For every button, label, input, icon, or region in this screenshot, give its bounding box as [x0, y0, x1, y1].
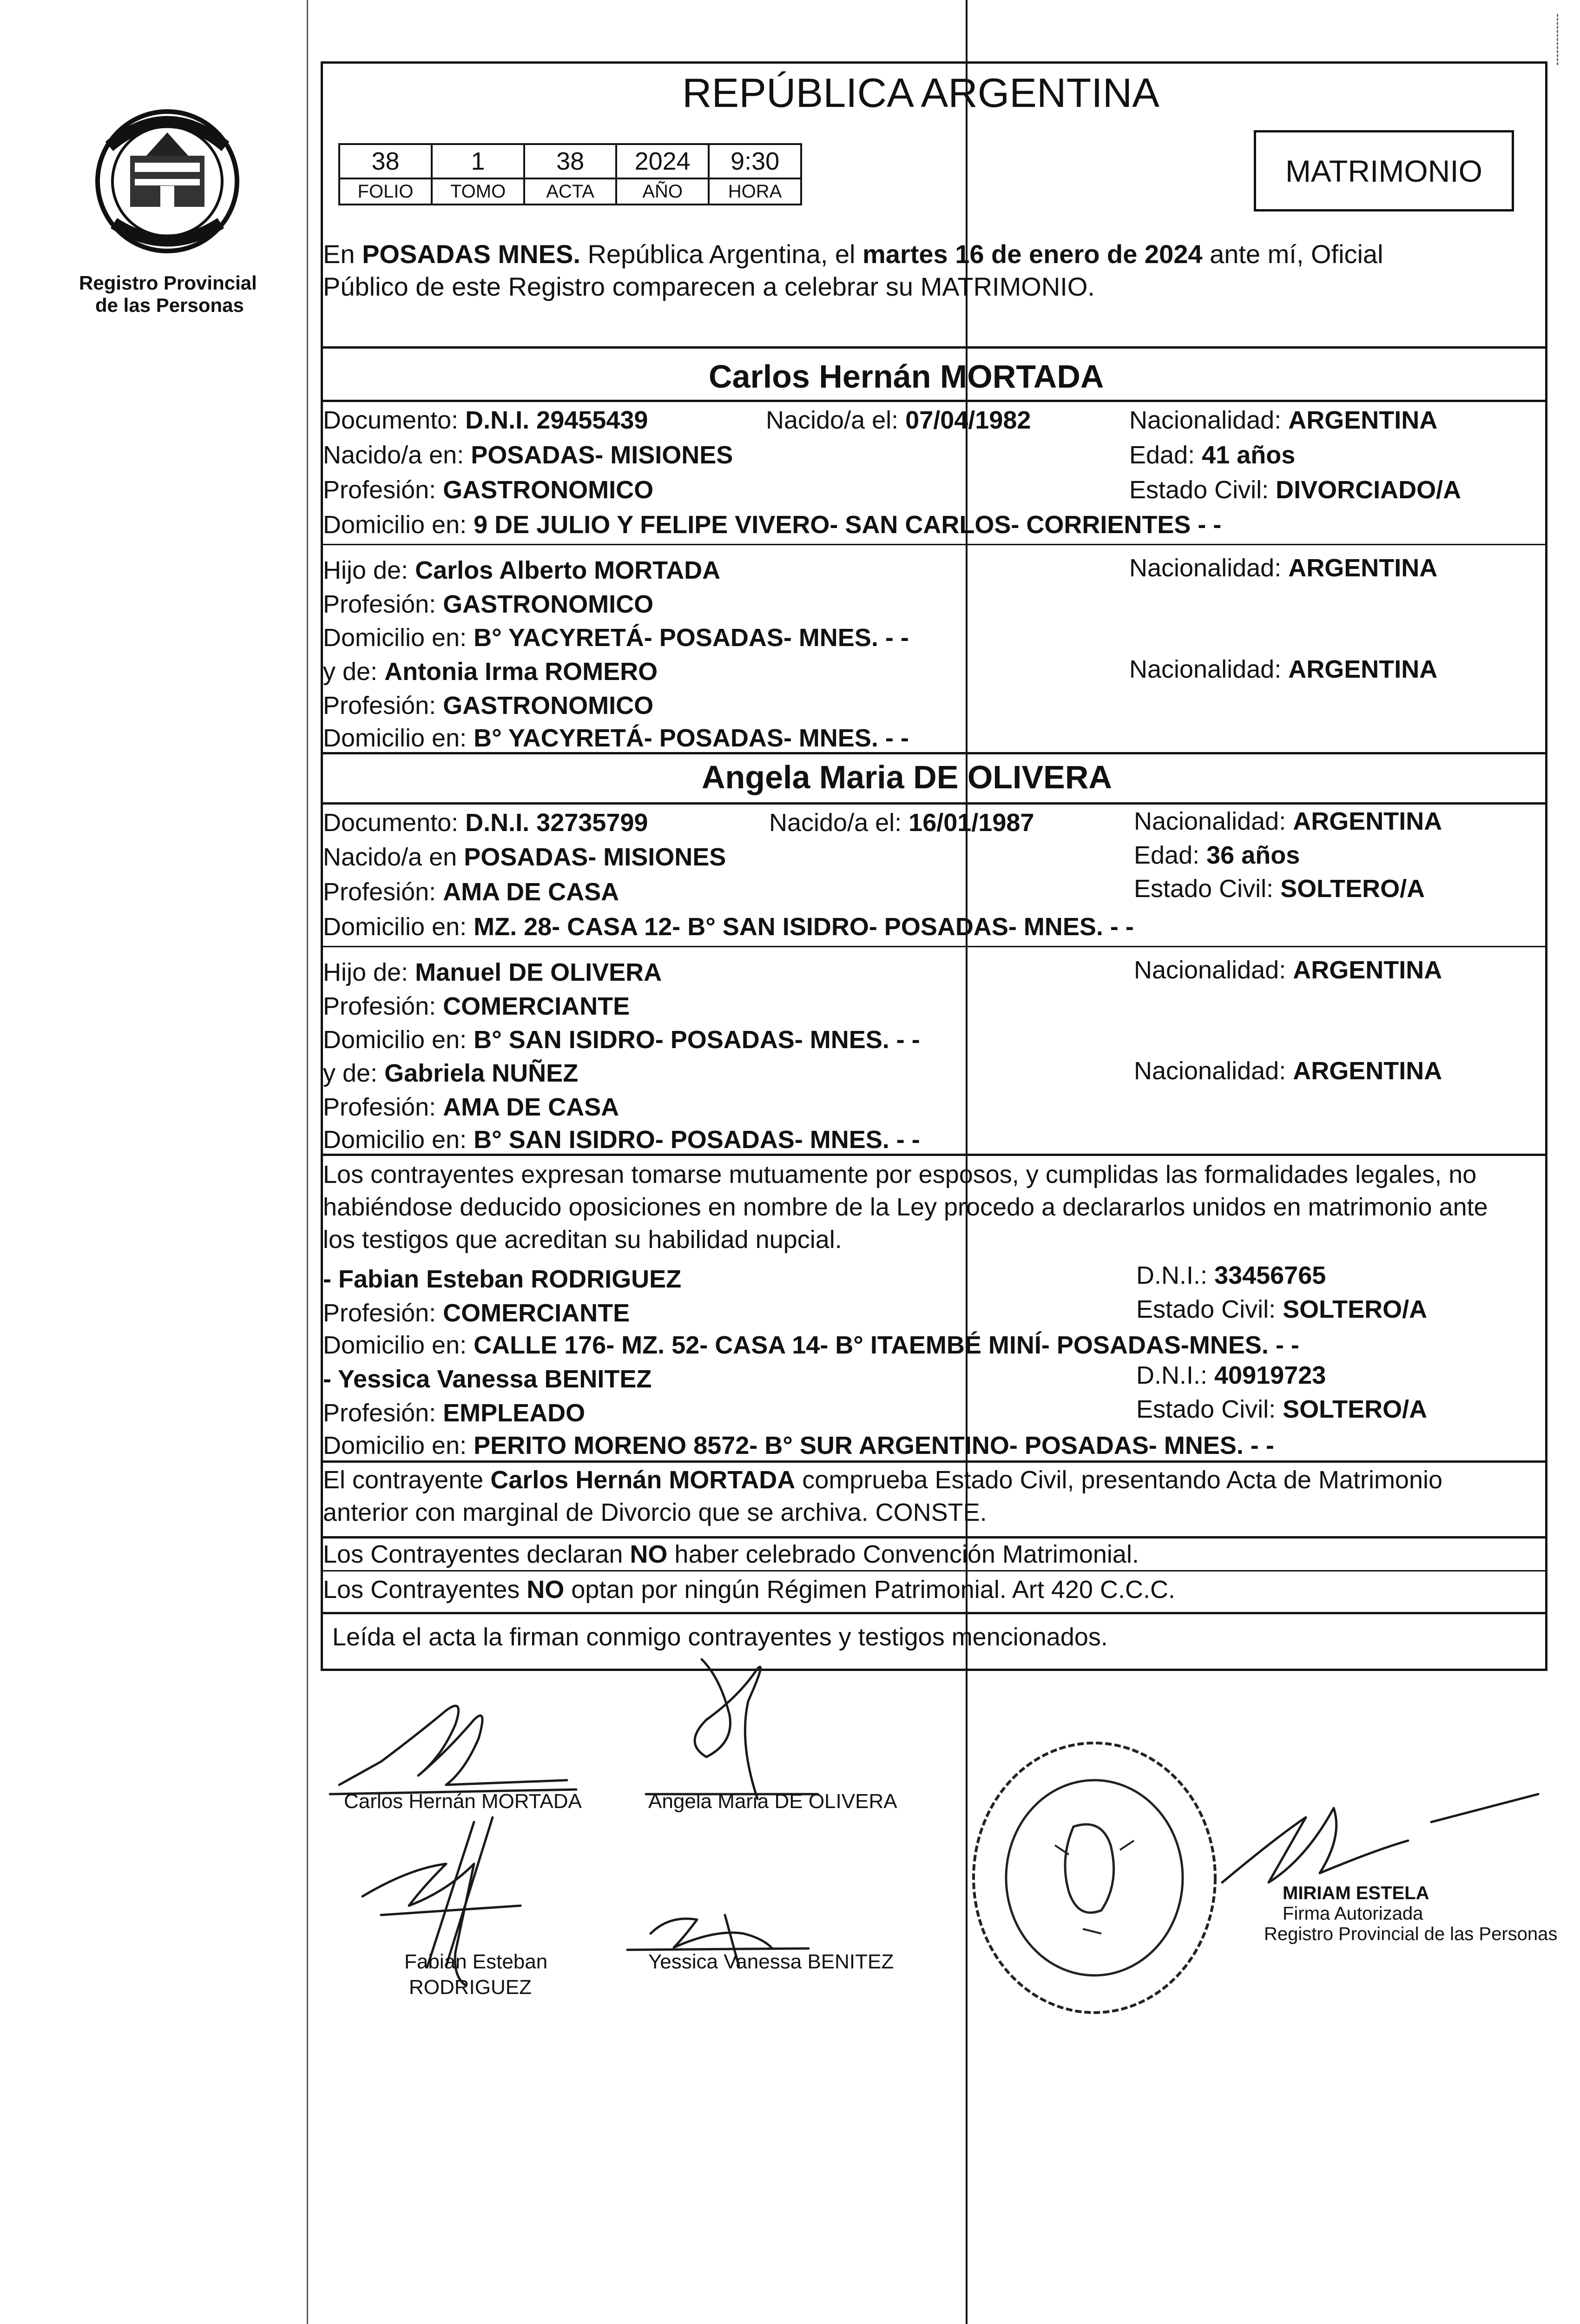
witness2-addr-label: Domicilio en: [323, 1432, 474, 1459]
witness2-dni-label: D.N.I.: [1136, 1361, 1215, 1389]
witness1-dni-value: 33456765 [1214, 1261, 1326, 1289]
bride-birthplace-label: Nacido/a en [323, 843, 464, 871]
groom-born-value: 07/04/1982 [905, 406, 1031, 434]
groom-age-value: 41 años [1202, 441, 1296, 469]
doc-type-box [1254, 130, 1514, 211]
bride-civil-value: SOLTERO/A [1280, 875, 1425, 903]
groom-addr-value: 9 DE JULIO Y FELIPE VIVERO- SAN CARLOS- CORRIENTES - - [474, 511, 1222, 539]
bride-signature-name: Angela Maria DE OLIVERA [648, 1790, 897, 1813]
bride-birthplace [323, 842, 726, 872]
witness1-civil-label: Estado Civil: [1136, 1295, 1283, 1323]
bride-nationality [1134, 806, 1442, 836]
groom-father-prof-value: GASTRONOMICO [443, 590, 654, 618]
record-hour-value: 9:30 [709, 144, 801, 178]
groom-addr-label: Domicilio en: [323, 511, 474, 539]
witness2-profession [323, 1398, 585, 1428]
bride-born-label: Nacido/a el: [769, 809, 909, 837]
bride-mother-label: y de: [323, 1059, 385, 1087]
bride-mother-nat-label: Nacionalidad: [1134, 1057, 1293, 1085]
intro-place: POSADAS MNES. [362, 239, 580, 269]
divider-bride-info [321, 946, 1547, 947]
intro-p3: ante mí, Oficial [1202, 239, 1383, 269]
divider-witnesses [321, 1460, 1547, 1463]
divider-closing [321, 1612, 1547, 1614]
witness1-prof-value: COMERCIANTE [443, 1299, 630, 1327]
groom-prof-label: Profesión: [323, 476, 443, 504]
groom-father-name: Carlos Alberto MORTADA [415, 556, 721, 584]
witness2-civil-value: SOLTERO/A [1283, 1395, 1428, 1423]
witness1-addr-label: Domicilio en: [323, 1331, 474, 1359]
bride-father-nat-value: ARGENTINA [1293, 956, 1442, 984]
witness2-prof-label: Profesión: [323, 1399, 443, 1427]
bride-doc-label: Documento: [323, 809, 466, 837]
bride-nat-label: Nacionalidad: [1134, 807, 1293, 835]
note-line2: anterior con marginal de Divorcio que se archiva. CONSTE. [323, 1499, 987, 1526]
bride-mother-prof-value: AMA DE CASA [443, 1093, 619, 1121]
groom-father [323, 555, 720, 585]
groom-age-label: Edad: [1129, 441, 1202, 469]
witness1-address [323, 1330, 1299, 1360]
bride-mother-prof-label: Profesión: [323, 1093, 443, 1121]
groom-birthplace-label: Nacido/a en: [323, 441, 471, 469]
bride-doc [323, 808, 648, 838]
groom-nat-label: Nacionalidad: [1129, 406, 1289, 434]
note-p2: comprueba Estado Civil, presentando Acta de Matrimonio [795, 1466, 1443, 1494]
groom-nationality [1129, 405, 1437, 435]
witness1-prof-label: Profesión: [323, 1299, 443, 1327]
witness1-addr-value: CALLE 176- MZ. 52- CASA 14- B° ITAEMBÉ MINÍ- POSADAS-MNES. - - [474, 1331, 1299, 1359]
bride-father-addr-value: B° SAN ISIDRO- POSADAS- MNES. - - [474, 1026, 920, 1054]
divider-groom-info [321, 544, 1547, 545]
witness1-dni [1136, 1261, 1326, 1290]
note-p1: El contrayente [323, 1466, 491, 1494]
witness1-profession [323, 1298, 630, 1328]
witness2-prof-value: EMPLEADO [443, 1399, 586, 1427]
official-line3: Registro Provincial de las Personas [1264, 1924, 1558, 1944]
divider-groom-section [321, 752, 1547, 754]
bride-addr-value: MZ. 28- CASA 12- B° SAN ISIDRO- POSADAS- MNES. - - [474, 913, 1134, 941]
witness2-name: - Yessica Vanessa BENITEZ [323, 1365, 652, 1393]
groom-age [1129, 440, 1295, 470]
bride-born [769, 808, 1034, 838]
clause1-b: haber celebrado Convención Matrimonial. [667, 1540, 1139, 1568]
divider-bride-name [321, 802, 1547, 805]
groom-signature-name: Carlos Hernán MORTADA [344, 1790, 582, 1813]
witness2-signature-name: Yessica Vanessa BENITEZ [648, 1950, 894, 1973]
groom-mother-nationality [1129, 654, 1437, 684]
groom-doc-value: D.N.I. 29455439 [465, 406, 648, 434]
groom-father-address [323, 623, 909, 653]
record-year-value: 2024 [616, 144, 709, 178]
groom-mother-nat-label: Nacionalidad: [1129, 655, 1289, 683]
bride-civil-label: Estado Civil: [1134, 875, 1281, 903]
record-folio-value: 38 [339, 144, 432, 178]
bride-mother-addr-label: Domicilio en: [323, 1126, 474, 1154]
bride-father [323, 957, 662, 987]
groom-father-nat-label: Nacionalidad: [1129, 554, 1289, 582]
bride-birthplace-value: POSADAS- MISIONES [464, 843, 726, 871]
record-tomo-label: TOMO [432, 178, 524, 205]
closing-text: Leída el acta la firman conmigo contrayentes y testigos mencionados. [332, 1623, 1108, 1651]
bride-addr-label: Domicilio en: [323, 913, 474, 941]
margin-mark [1557, 14, 1561, 65]
record-table [338, 143, 802, 205]
groom-nat-value: ARGENTINA [1288, 406, 1438, 434]
groom-mother-name: Antonia Irma ROMERO [384, 658, 658, 686]
intro-p1: En [323, 239, 362, 269]
bride-prof-value: AMA DE CASA [443, 878, 619, 906]
divider-clauses [321, 1570, 1547, 1571]
declaration-line3: los testigos que acreditan su habilidad nupcial. [323, 1226, 842, 1254]
clause1-no: NO [630, 1540, 668, 1568]
groom-doc [323, 405, 648, 435]
witness2-dni [1136, 1360, 1326, 1390]
intro-date: martes 16 de enero de 2024 [862, 239, 1203, 269]
bride-doc-value: D.N.I. 32735799 [465, 809, 648, 837]
bride-nat-value: ARGENTINA [1293, 807, 1442, 835]
witness1-civil-status [1136, 1294, 1427, 1324]
witness1-dni-label: D.N.I.: [1136, 1261, 1215, 1289]
groom-father-prof-label: Profesión: [323, 590, 443, 618]
witness1-signature-line1: Fabian Esteban [404, 1950, 548, 1973]
clause1-a: Los Contrayentes declaran [323, 1540, 630, 1568]
bride-profession [323, 877, 619, 907]
groom-mother-prof-label: Profesión: [323, 692, 443, 720]
groom-birthplace-value: POSADAS- MISIONES [471, 441, 733, 469]
doc-type-label: MATRIMONIO [1285, 154, 1483, 188]
groom-father-nat-value: ARGENTINA [1288, 554, 1438, 582]
declaration-line2: habiéndose deducido oposiciones en nombre de la Ley procedo a declararlos unidos en matrimonio ante [323, 1193, 1488, 1221]
bride-father-prof-value: COMERCIANTE [443, 992, 630, 1020]
witness2-addr-value: PERITO MORENO 8572- B° SUR ARGENTINO- POSADAS- MNES. - - [474, 1432, 1274, 1459]
registry-name-line2: de las Personas [95, 294, 244, 316]
frame-right [1545, 61, 1547, 1670]
registry-name-line1: Registro Provincial [79, 272, 257, 294]
groom-civil-value: DIVORCIADO/A [1276, 476, 1462, 504]
bride-age-value: 36 años [1206, 841, 1300, 869]
bride-name: Angela Maria DE OLIVERA [702, 759, 1112, 795]
witness2-civil-status [1136, 1394, 1427, 1424]
bride-mother-nat-value: ARGENTINA [1293, 1057, 1442, 1085]
groom-mother-address [323, 723, 909, 753]
divider-bride-section [321, 1154, 1547, 1156]
witness1-signature-line2: RODRIGUEZ [409, 1976, 532, 1999]
intro-p2: República Argentina, el [580, 239, 862, 269]
frame-bottom [321, 1669, 1547, 1671]
groom-mother-label: y de: [323, 658, 385, 686]
official-name: MIRIAM ESTELA [1283, 1883, 1429, 1903]
witness2-dni-value: 40919723 [1214, 1361, 1326, 1389]
note-name: Carlos Hernán MORTADA [490, 1466, 796, 1494]
bride-mother-address [323, 1125, 920, 1155]
declaration-line1: Los contrayentes expresan tomarse mutuamente por esposos, y cumplidas las formalidades legales, no [323, 1161, 1477, 1188]
intro-line1 [323, 239, 1383, 269]
bride-father-address [323, 1025, 920, 1055]
bride-father-profession [323, 991, 630, 1021]
groom-born-label: Nacido/a el: [766, 406, 906, 434]
groom-born [766, 405, 1031, 435]
bride-age [1134, 840, 1300, 870]
bride-father-addr-label: Domicilio en: [323, 1026, 474, 1054]
groom-father-addr-value: B° YACYRETÁ- POSADAS- MNES. - - [474, 624, 909, 652]
witness1-civil-value: SOLTERO/A [1283, 1295, 1428, 1323]
record-folio-label: FOLIO [339, 178, 432, 205]
groom-mother-profession [323, 691, 653, 720]
divider-note [321, 1536, 1547, 1538]
registry-logo [91, 100, 244, 263]
clause2-b: optan por ningún Régimen Patrimonial. Art 420 C.C.C. [564, 1576, 1175, 1604]
bride-mother-nationality [1134, 1056, 1442, 1086]
bride-father-label: Hijo de: [323, 958, 415, 986]
groom-signature [325, 1683, 586, 1803]
record-hour-label: HORA [709, 178, 801, 205]
groom-prof-value: GASTRONOMICO [443, 476, 654, 504]
groom-address [323, 510, 1221, 540]
groom-civil-label: Estado Civil: [1129, 476, 1276, 504]
divider-intro [321, 346, 1547, 349]
official-line2: Firma Autorizada [1283, 1903, 1423, 1924]
groom-father-profession [323, 589, 653, 619]
groom-name: Carlos Hernán MORTADA [709, 358, 1104, 395]
groom-birthplace [323, 440, 733, 470]
bride-age-label: Edad: [1134, 841, 1207, 869]
clause-convention [323, 1539, 1139, 1569]
country-title: REPÚBLICA ARGENTINA [682, 70, 1159, 116]
clause2-no: NO [527, 1576, 565, 1604]
divider-groom-name [321, 400, 1547, 402]
note-line1 [323, 1465, 1442, 1495]
bride-father-nat-label: Nacionalidad: [1134, 956, 1293, 984]
groom-profession [323, 475, 653, 505]
record-year-label: AÑO [616, 178, 709, 205]
official-stamp [962, 1734, 1227, 2022]
frame-top [321, 61, 1547, 64]
bride-mother-name: Gabriela NUÑEZ [384, 1059, 579, 1087]
bride-civil-status [1134, 874, 1425, 904]
intro-line2: Público de este Registro comparecen a celebrar su MATRIMONIO. [323, 272, 1095, 301]
groom-doc-label: Documento: [323, 406, 466, 434]
witness1-name: - Fabian Esteban RODRIGUEZ [323, 1265, 682, 1293]
witness2-civil-label: Estado Civil: [1136, 1395, 1283, 1423]
groom-father-label: Hijo de: [323, 556, 415, 584]
groom-civil-status [1129, 475, 1461, 505]
groom-father-addr-label: Domicilio en: [323, 624, 474, 652]
groom-father-nationality [1129, 553, 1437, 583]
clause2-a: Los Contrayentes [323, 1576, 527, 1604]
groom-mother-addr-label: Domicilio en: [323, 724, 474, 752]
clause-regime [323, 1575, 1175, 1604]
groom-mother-prof-value: GASTRONOMICO [443, 692, 654, 720]
witness2-address [323, 1431, 1274, 1460]
bride-prof-label: Profesión: [323, 878, 443, 906]
groom-mother-addr-value: B° YACYRETÁ- POSADAS- MNES. - - [474, 724, 909, 752]
record-tomo-value: 1 [432, 144, 524, 178]
bride-address [323, 912, 1134, 942]
bride-father-name: Manuel DE OLIVERA [415, 958, 662, 986]
bride-father-prof-label: Profesión: [323, 992, 443, 1020]
bride-mother-profession [323, 1092, 619, 1122]
bride-mother-addr-value: B° SAN ISIDRO- POSADAS- MNES. - - [474, 1126, 920, 1154]
bride-father-nationality [1134, 955, 1442, 985]
bride-mother [323, 1058, 578, 1088]
record-acta-label: ACTA [524, 178, 616, 205]
groom-mother [323, 657, 658, 687]
record-acta-value: 38 [524, 144, 616, 178]
left-margin-rule [307, 0, 308, 2324]
bride-born-value: 16/01/1987 [908, 809, 1034, 837]
groom-mother-nat-value: ARGENTINA [1288, 655, 1438, 683]
